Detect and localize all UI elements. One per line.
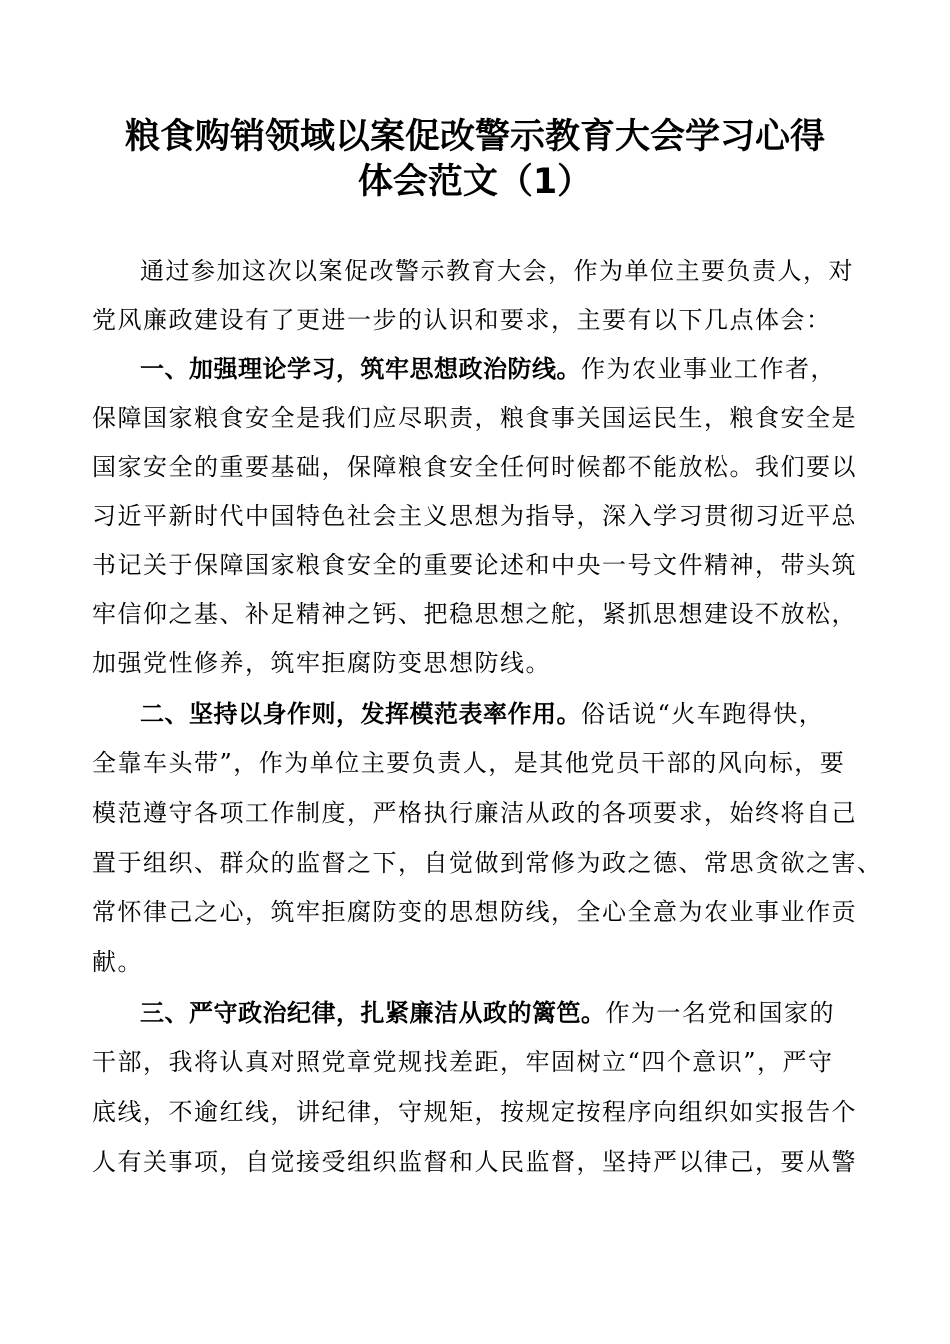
section-1-line: 习近平新时代中国特色社会主义思想为指导，深入学习贯彻习近平总 — [92, 502, 857, 530]
section-2-line: 模范遵守各项工作制度，严格执行廉洁从政的各项要求，始终将自己 — [92, 799, 857, 827]
intro-line-2: 党风廉政建设有了更进一步的认识和要求，主要有以下几点体会： — [92, 306, 832, 334]
section-3-line: 底线，不逾红线，讲纪律，守规矩，按规定按程序向组织如实报告个 — [92, 1098, 857, 1126]
section-2-line: 献。 — [92, 948, 143, 976]
document-title-line-2: 体会范文（1） — [357, 162, 593, 202]
section-3-heading: 三、严守政治纪律，扎紧廉洁从政的篱笆。 — [140, 999, 606, 1027]
section-3-line: 干部，我将认真对照党章党规找差距，牢固树立“四个意识”，严守 — [92, 1048, 834, 1076]
section-1-first-line — [140, 353, 836, 385]
section-2-first-line — [140, 698, 824, 730]
section-1-line: 加强党性修养，筑牢拒腐防变思想防线。 — [92, 649, 551, 677]
section-2-line: 置于组织、群众的监督之下，自觉做到常修为政之德、常思贪欲之害、 — [92, 849, 883, 877]
section-2-line: 全靠车头带”，作为单位主要负责人，是其他党员干部的风向标，要 — [92, 749, 846, 777]
section-2-heading: 二、坚持以身作则，发挥模范表率作用。 — [140, 700, 581, 728]
section-1-line: 保障国家粮食安全是我们应尽职责，粮食事关国运民生，粮食安全是 — [92, 404, 857, 432]
section-1-first-line-text: 作为农业事业工作者， — [581, 355, 836, 383]
section-1-heading: 一、加强理论学习，筑牢思想政治防线。 — [140, 355, 581, 383]
section-1-line: 书记关于保障国家粮食安全的重要论述和中央一号文件精神，带头筑 — [92, 551, 857, 579]
section-2-line: 常怀律己之心，筑牢拒腐防变的思想防线，全心全意为农业事业作贡 — [92, 898, 857, 926]
section-3-line: 人有关事项，自觉接受组织监督和人民监督，坚持严以律己，要从警 — [92, 1148, 857, 1176]
section-3-first-line-text: 作为一名党和国家的 — [605, 999, 835, 1027]
document-title-line-1: 粮食购销领域以案促改警示教育大会学习心得 — [124, 117, 825, 157]
section-3-first-line — [140, 997, 835, 1029]
section-1-line: 牢信仰之基、补足精神之钙、把稳思想之舵，紧抓思想建设不放松， — [92, 600, 857, 628]
section-2-first-line-text: 俗话说“火车跑得快， — [581, 700, 825, 728]
intro-line-1: 通过参加这次以案促改警示教育大会，作为单位主要负责人，对 — [140, 257, 854, 285]
section-1-line: 国家安全的重要基础，保障粮食安全任何时候都不能放松。我们要以 — [92, 453, 857, 481]
